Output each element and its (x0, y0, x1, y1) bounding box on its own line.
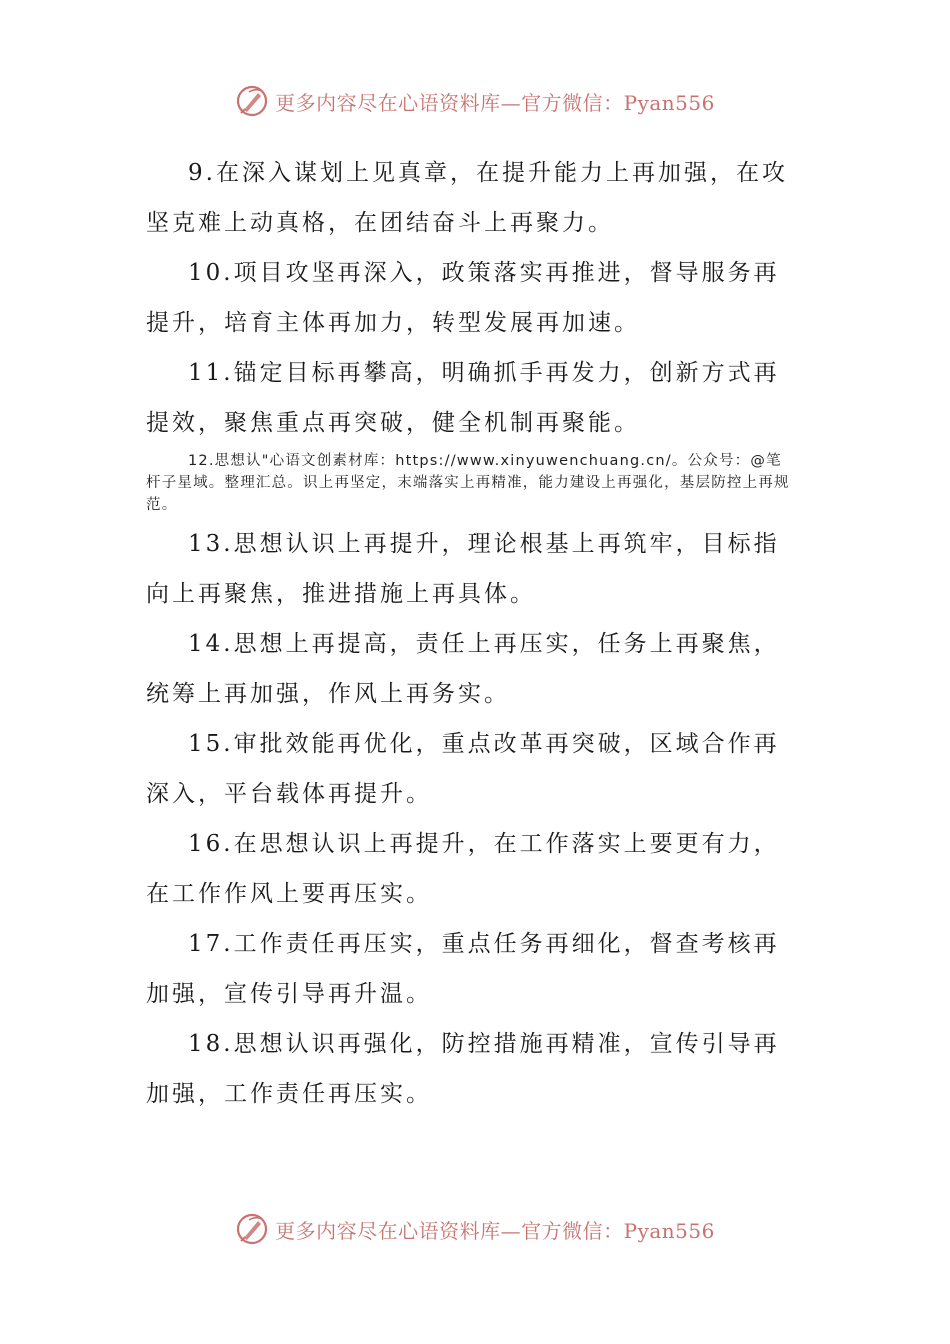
list-item-9: 9.在深入谋划上见真章，在提升能力上再加强，在攻坚克难上动真格，在团结奋斗上再聚力。 (146, 160, 788, 236)
footer-banner (0, 1212, 950, 1246)
header-banner-text: 更多内容尽在心语资料库—官方微信：Pyan556 (275, 90, 715, 115)
document-body (146, 148, 796, 1119)
list-item-11: 11.锚定目标再攀高，明确抓手再发力，创新方式再提效，聚焦重点再突破，健全机制再聚能。 (146, 360, 780, 436)
list-item-15: 15.审批效能再优化，重点改革再突破，区域合作再深入，平台载体再提升。 (146, 731, 780, 807)
list-item-12: 12.思想认"心语文创素材库：https://www.xinyuwenchuang.cn/。公众号：@笔杆子星域。整理汇总。识上再坚定，末端落实上再精准，能力建设上再强化，基层防控上再规范。 (146, 453, 790, 513)
list-item-17: 17.工作责任再压实，重点任务再细化，督查考核再加强，宣传引导再升温。 (146, 931, 780, 1007)
list-item-14: 14.思想上再提高，责任上再压实，任务上再聚焦，统筹上再加强，作风上再务实。 (146, 631, 780, 707)
quill-pen-logo-icon (235, 84, 269, 118)
header-banner (0, 84, 950, 118)
list-item-16: 16.在思想认识上再提升，在工作落实上要更有力，在工作作风上要再压实。 (146, 831, 780, 907)
list-item-10: 10.项目攻坚再深入，政策落实再推进，督导服务再提升，培育主体再加力，转型发展再加速。 (146, 260, 780, 336)
list-item-13: 13.思想认识上再提升，理论根基上再筑牢，目标指向上再聚焦，推进措施上再具体。 (146, 531, 780, 607)
footer-banner-text: 更多内容尽在心语资料库—官方微信：Pyan556 (275, 1218, 715, 1243)
list-item-18: 18.思想认识再强化，防控措施再精准，宣传引导再加强，工作责任再压实。 (146, 1031, 780, 1107)
quill-pen-logo-icon (235, 1212, 269, 1246)
